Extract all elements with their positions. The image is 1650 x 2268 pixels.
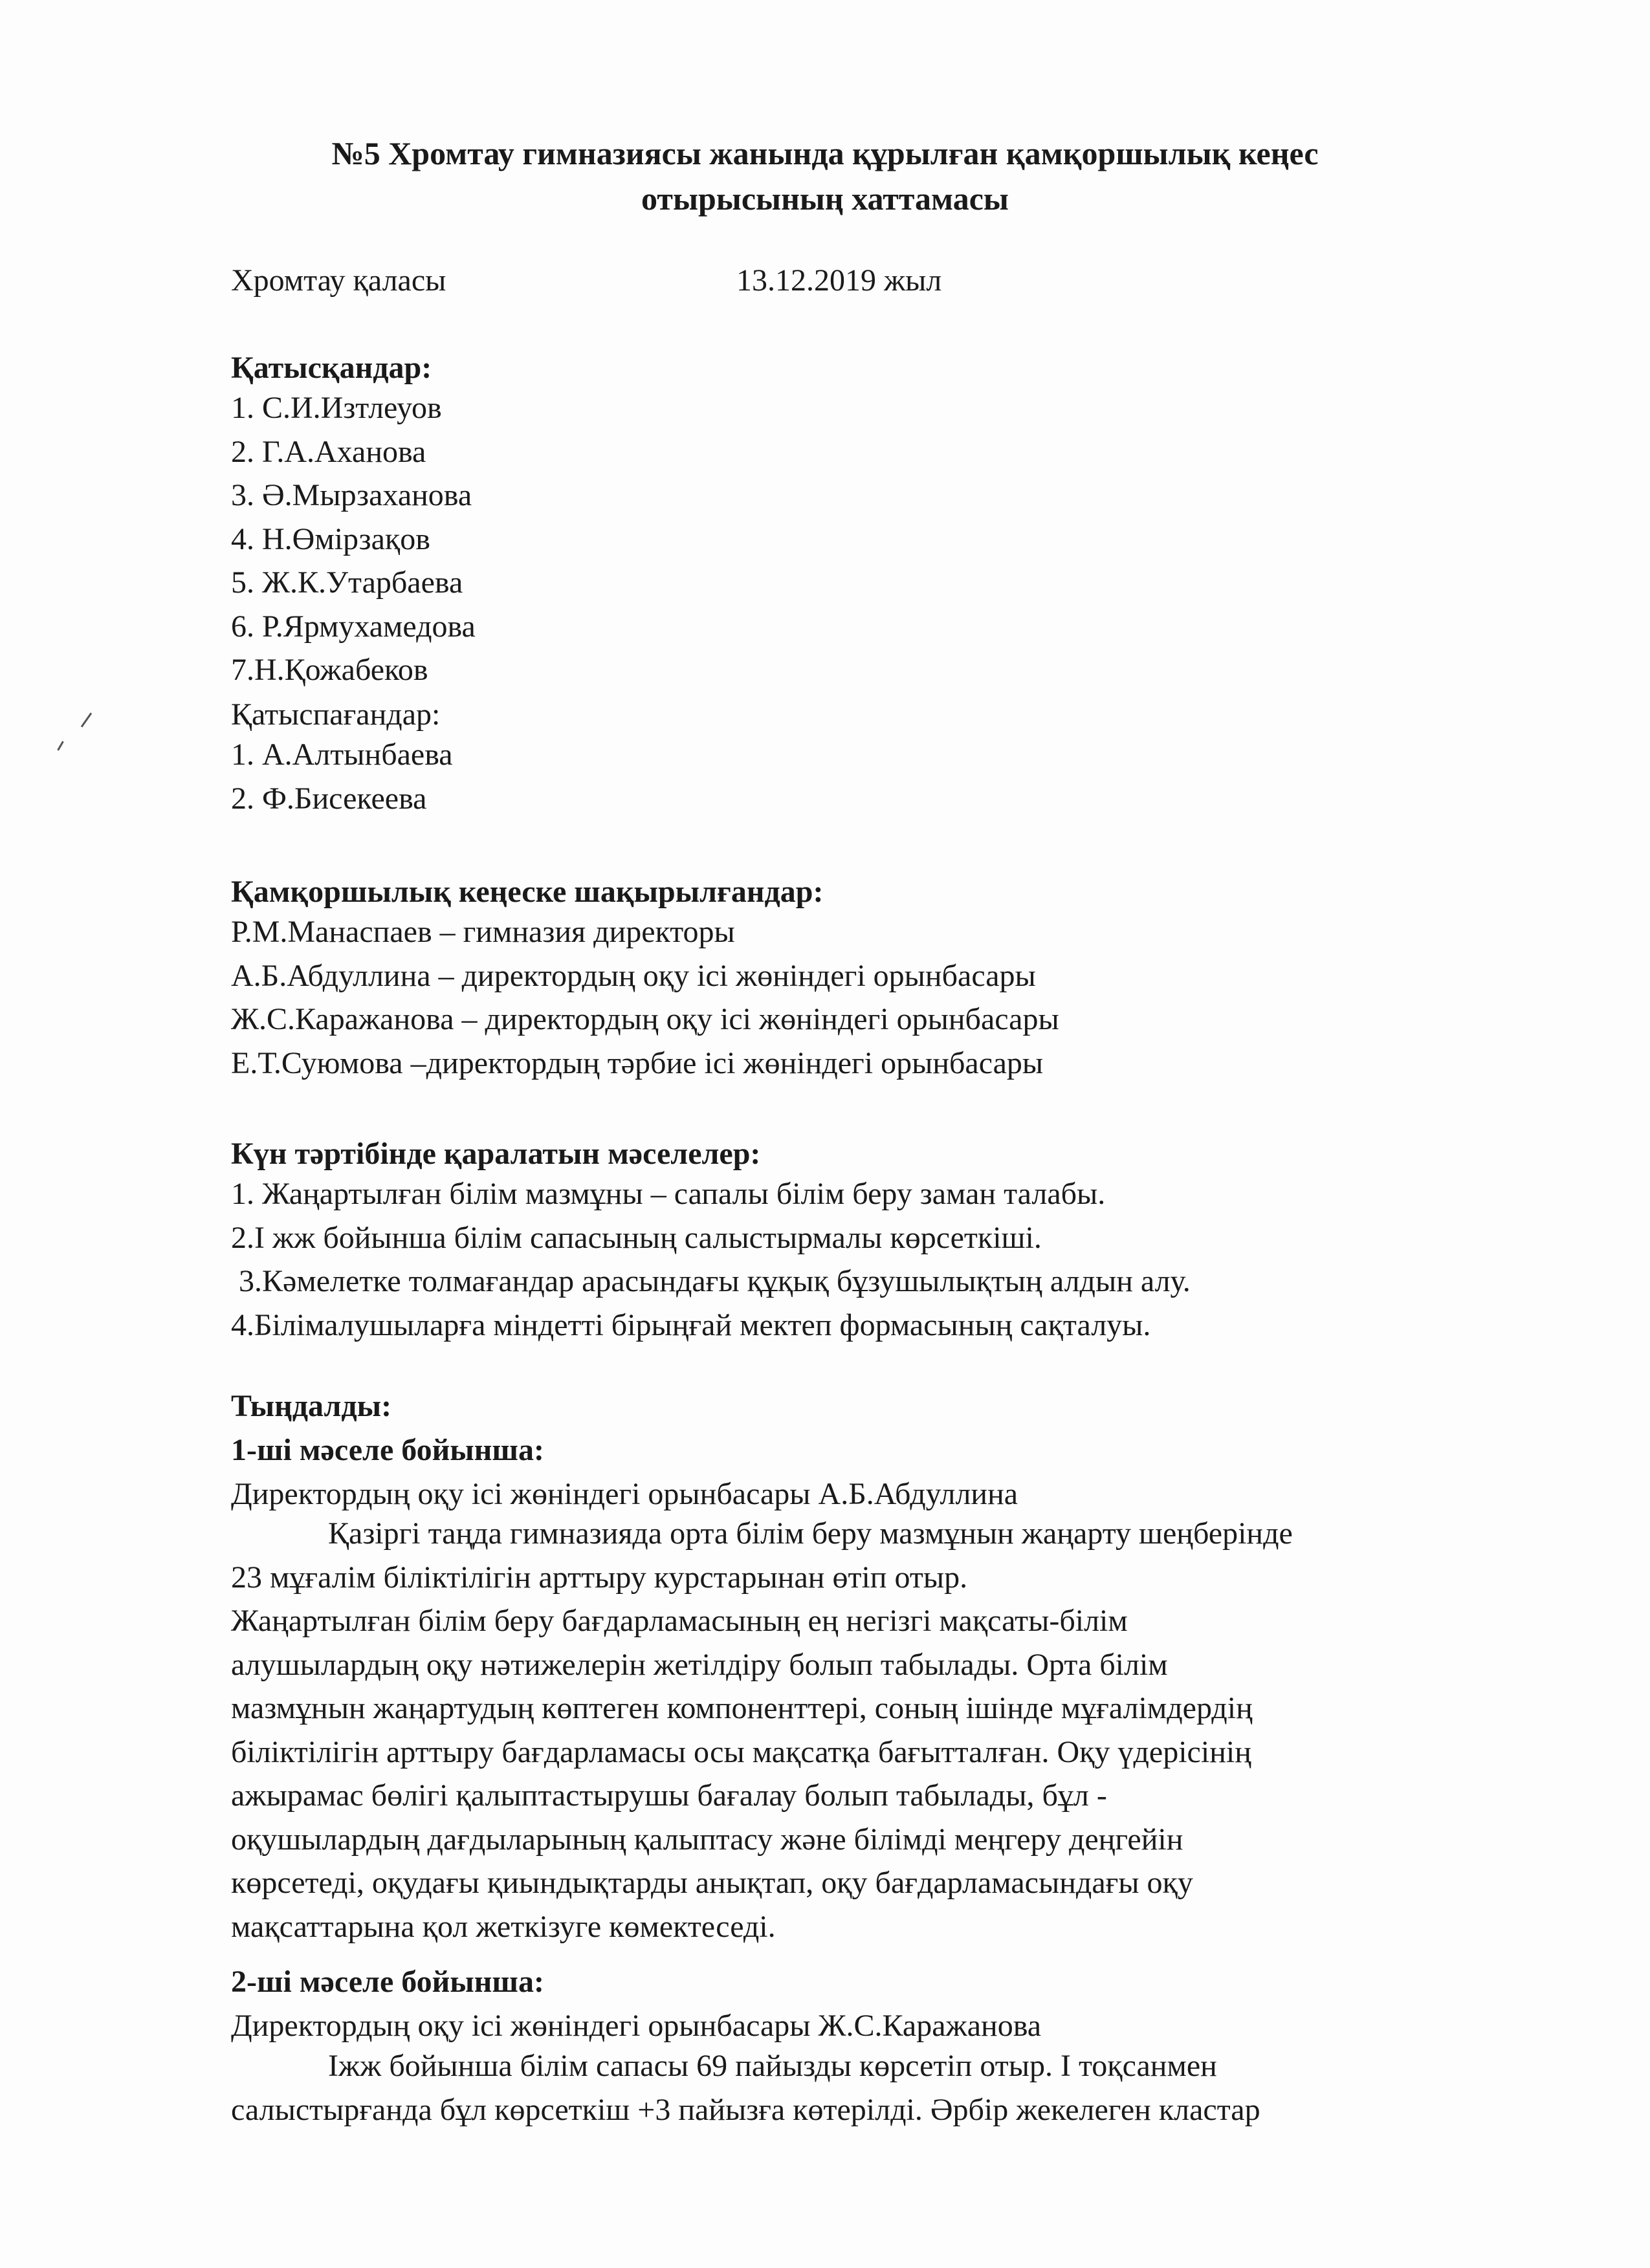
issue1-line: оқушылардың дағдыларының қалыптасу және білімді меңгеру деңгейін <box>231 1822 1183 1857</box>
issue1-line: Қазіргі таңда гимназияда орта білім беру мазмұнын жаңарту шеңберінде <box>328 1516 1293 1551</box>
agenda-heading: Күн тәртібінде қаралатын мәселелер: <box>231 1137 761 1171</box>
agenda-item: 3.Кәмелетке толмағандар арасындағы құқық бұзушылықтың алдын алу. <box>231 1264 1191 1298</box>
issue2-line: Іжж бойынша білім сапасы 69 пайызды көрсетіп отыр. І тоқсанмен <box>328 2049 1217 2083</box>
attendees-heading: Қатысқандар: <box>231 351 432 385</box>
absent-list <box>231 733 453 820</box>
attendee-item: 7.Н.Қожабеков <box>231 653 428 687</box>
agenda-item: 1. Жаңартылған білім мазмұны – сапалы білім беру заман талабы. <box>231 1177 1106 1211</box>
agenda-item: 4.Білімалушыларға міндетті бірыңғай мектеп формасының сақталуы. <box>231 1307 1151 1342</box>
issue2-speaker: Директордың оқу ісі жөніндегі орынбасары Ж.С.Каражанова <box>231 2009 1042 2043</box>
attendee-item: 2. Г.А.Аханова <box>231 434 426 469</box>
agenda-item: 2.І жж бойынша білім сапасының салыстырмалы көрсеткіші. <box>231 1220 1042 1255</box>
issue2-line: салыстырғанда бұл көрсеткіш +3 пайызға көтерілді. Әрбір жекелеген кластар <box>231 2092 1260 2127</box>
attendees-list <box>231 386 476 692</box>
invited-item: Е.Т.Суюмова –директордың тәрбие ісі жөніндегі орынбасары <box>231 1045 1044 1080</box>
issue1-line: алушылардың оқу нәтижелерін жетілдіру болып табылады. Орта білім <box>231 1647 1168 1682</box>
invited-item: Р.М.Манаспаев – гимназия директоры <box>231 915 735 949</box>
issue1-speaker: Директордың оқу ісі жөніндегі орынбасары А.Б.Абдуллина <box>231 1477 1018 1511</box>
absent-item: 1. А.Алтынбаева <box>231 737 453 772</box>
issue1-line: 23 мұғалім біліктілігін арттыру курстарынан өтіп отыр. <box>231 1560 968 1595</box>
invited-heading: Қамқоршылық кеңеске шақырылғандар: <box>231 875 824 909</box>
meeting-place: Хромтау қаласы <box>231 263 446 298</box>
absent-item: 2. Ф.Бисекеева <box>231 781 427 816</box>
meeting-date: 13.12.2019 жыл <box>736 263 942 298</box>
scan-mark <box>81 712 92 727</box>
issue1-line: мазмұнын жаңартудың көптеген компоненттері, соның ішінде мұғалімдердің <box>231 1691 1253 1725</box>
attendee-item: 3. Ә.Мырзаханова <box>231 478 472 512</box>
attendee-item: 6. Р.Ярмухамедова <box>231 609 476 644</box>
heard-heading: Тыңдалды: <box>231 1389 392 1423</box>
absent-heading: Қатыспағандар: <box>231 697 441 732</box>
issue1-line: мақсаттарына қол жеткізуге көмектеседі. <box>231 1909 776 1944</box>
issue2-heading: 2-ші мәселе бойынша: <box>231 1965 544 1999</box>
attendee-item: 5. Ж.К.Утарбаева <box>231 565 463 600</box>
issue1-line: біліктілігін арттыру бағдарламасы осы мақсатқа бағытталған. Оқу үдерісінің <box>231 1734 1251 1769</box>
issue1-heading: 1-ші мәселе бойынша: <box>231 1433 544 1467</box>
agenda-list <box>231 1172 1191 1347</box>
document-title-line2: отырысының хаттамасы <box>641 180 1009 217</box>
attendee-item: 4. Н.Өмірзақов <box>231 521 430 556</box>
attendee-item: 1. С.И.Изтлеуов <box>231 391 442 425</box>
issue1-body <box>231 1512 1460 1948</box>
issue1-line: көрсетеді, оқудағы қиындықтарды анықтап, оқу бағдарламасындағы оқу <box>231 1866 1193 1900</box>
invited-item: Ж.С.Каражанова – директордың оқу ісі жөніндегі орынбасары <box>231 1002 1059 1036</box>
scan-mark <box>57 741 64 750</box>
issue1-line: Жаңартылған білім беру бағдарламасының ең негізгі мақсаты-білім <box>231 1604 1128 1638</box>
invited-list <box>231 910 1059 1085</box>
issue2-body <box>231 2044 1460 2132</box>
document-title-line1: №5 Хромтау гимназиясы жанында құрылған қамқоршылық кеңес <box>331 135 1319 171</box>
issue1-line: ажырамас бөлігі қалыптастырушы бағалау болып табылады, бұл - <box>231 1778 1107 1813</box>
invited-item: А.Б.Абдуллина – директордың оқу ісі жөніндегі орынбасары <box>231 958 1036 993</box>
